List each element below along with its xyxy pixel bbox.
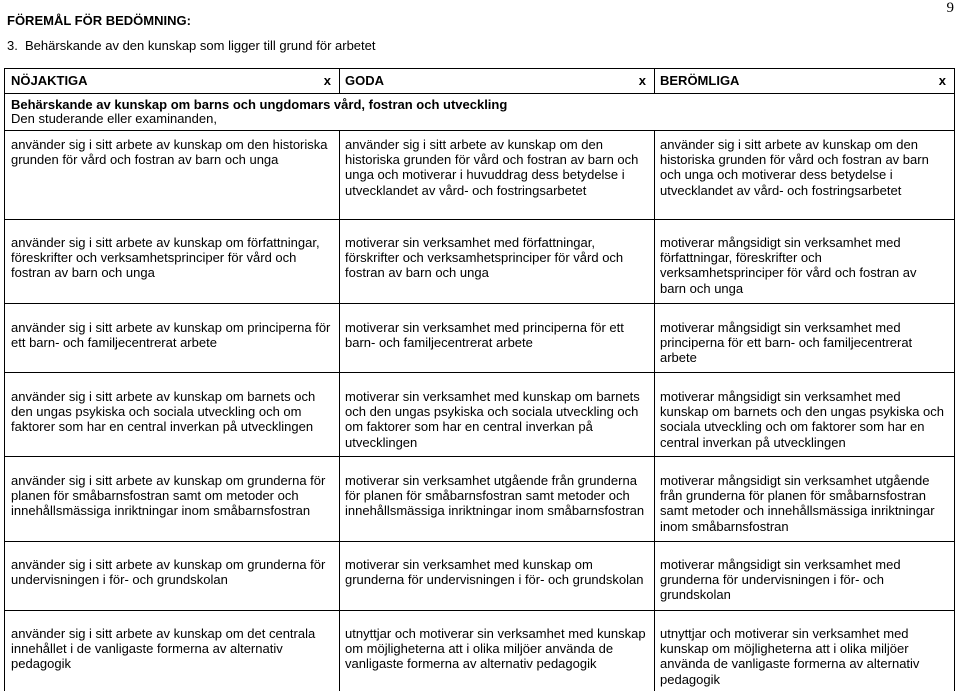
level-label: GODA (345, 73, 384, 88)
column-divider (654, 131, 655, 691)
level-mark: x (323, 73, 331, 88)
table-cell-goda: motiverar sin verksamhet utgående från grunderna för planen för småbarnsfostran samt metoder och innehållsmässiga inriktningar inom småbarnsfostran (345, 473, 645, 519)
row-divider (5, 303, 954, 304)
header-divider (654, 69, 655, 94)
intro-title: Behärskande av kunskap om barns och ungdomars vård, fostran och utveckling (11, 97, 508, 112)
row-divider (5, 456, 954, 457)
assessment-table (4, 68, 955, 691)
level-header-nojaktiga (5, 69, 339, 93)
table-cell-bermliga: motiverar mångsidigt sin verksamhet utgående från grunderna för planen för småbarnsfostran samt metoder och innehållsmässiga inriktningar inom småbarnsfostran (660, 473, 935, 534)
table-cell-nojaktiga: använder sig i sitt arbete av kunskap om barnets och den ungas psykiska och sociala utveckling och om faktorer som har en central inverkan på utvecklingen (11, 389, 316, 435)
table-cell-goda: motiverar sin verksamhet med kunskap om grunderna för undervisningen i för- och grundskolan (345, 557, 644, 588)
table-cell-bermliga: motiverar mångsidigt sin verksamhet med grunderna för undervisningen i för- och grundskolan (660, 557, 901, 603)
table-cell-goda: motiverar sin verksamhet med kunskap om barnets och den ungas psykiska och sociala utveckling och om faktorer som har en central inverkan på utvecklingen (345, 389, 640, 450)
table-cell-nojaktiga: använder sig i sitt arbete av kunskap om principerna för ett barn- och familjecentrerat arbete (11, 320, 331, 351)
level-mark: x (638, 73, 646, 88)
row-divider (5, 541, 954, 542)
level-label: NÖJAKTIGA (11, 73, 88, 88)
page-number: 9 (946, 0, 954, 16)
assessment-heading: FÖREMÅL FÖR BEDÖMNING: (7, 13, 191, 28)
level-header-row (5, 69, 954, 94)
column-divider (339, 131, 340, 691)
table-cell-goda: motiverar sin verksamhet med författningar, förskrifter och verksamhetsprinciper för vård och fostran av barn och unga (345, 235, 624, 281)
table-cell-bermliga: motiverar mångsidigt sin verksamhet med kunskap om barnets och den ungas psykiska och sociala utveckling och om faktorer som har en central inverkan på utvecklingen (660, 389, 945, 450)
level-header-goda (339, 69, 654, 93)
header-divider (339, 69, 340, 94)
table-cell-nojaktiga: använder sig i sitt arbete av kunskap om det centrala innehållet i de vanligaste formerna av alternativ pedagogik (11, 626, 316, 672)
table-cell-nojaktiga: använder sig i sitt arbete av kunskap om grunderna för planen för småbarnsfostran samt om metoder och innehållsmässiga inriktningar inom småbarnsfostran (11, 473, 326, 519)
intro-subtitle: Den studerande eller examinanden, (11, 111, 217, 126)
table-cell-bermliga: motiverar mångsidigt sin verksamhet med principerna för ett barn- och familjecentrerat arbete (660, 320, 913, 366)
table-cell-nojaktiga: använder sig i sitt arbete av kunskap om författningar, föreskrifter och verksamhetsprinciper för vård och fostran av barn och unga (11, 235, 320, 281)
criterion-text: Behärskande av den kunskap som ligger till grund för arbetet (25, 38, 376, 53)
table-cell-bermliga: använder sig i sitt arbete av kunskap om den historiska grunden för vård och fostran av barn och unga och motiverar dess betydelse i utvecklandet av vård- och fostringsarbetet (660, 137, 929, 198)
row-divider (5, 219, 954, 220)
table-cell-goda: använder sig i sitt arbete av kunskap om den historiska grunden för vård och fostran av barn och unga och motiverar i huvuddrag dess betydelse i utvecklandet av vård- och fostringsarbetet (345, 137, 639, 198)
level-mark: x (938, 73, 946, 88)
intro-block (11, 98, 507, 126)
row-divider (5, 372, 954, 373)
level-header-bermliga (654, 69, 954, 93)
criterion-number: 3. (7, 38, 18, 53)
table-cell-bermliga: motiverar mångsidigt sin verksamhet med författningar, föreskrifter och verksamhetsprinciper för vård och fostran av barn och unga (660, 235, 917, 296)
table-cell-goda: utnyttjar och motiverar sin verksamhet med kunskap om möjligheterna att i olika miljöer använda de vanligaste formerna av alternativ pedagogik (345, 626, 646, 672)
table-cell-bermliga: utnyttjar och motiverar sin verksamhet med kunskap om möjligheterna att i olika miljöer använda de vanligaste formerna av alternativ pedagogik (660, 626, 920, 687)
level-label: BERÖMLIGA (660, 73, 740, 88)
row-divider (5, 610, 954, 611)
intro-divider (5, 130, 954, 131)
criterion-heading (7, 38, 375, 53)
table-cell-goda: motiverar sin verksamhet med principerna för ett barn- och familjecentrerat arbete (345, 320, 624, 351)
table-cell-nojaktiga: använder sig i sitt arbete av kunskap om den historiska grunden för vård och fostran av barn och unga (11, 137, 328, 168)
table-cell-nojaktiga: använder sig i sitt arbete av kunskap om grunderna för undervisningen i för- och grundskolan (11, 557, 326, 588)
